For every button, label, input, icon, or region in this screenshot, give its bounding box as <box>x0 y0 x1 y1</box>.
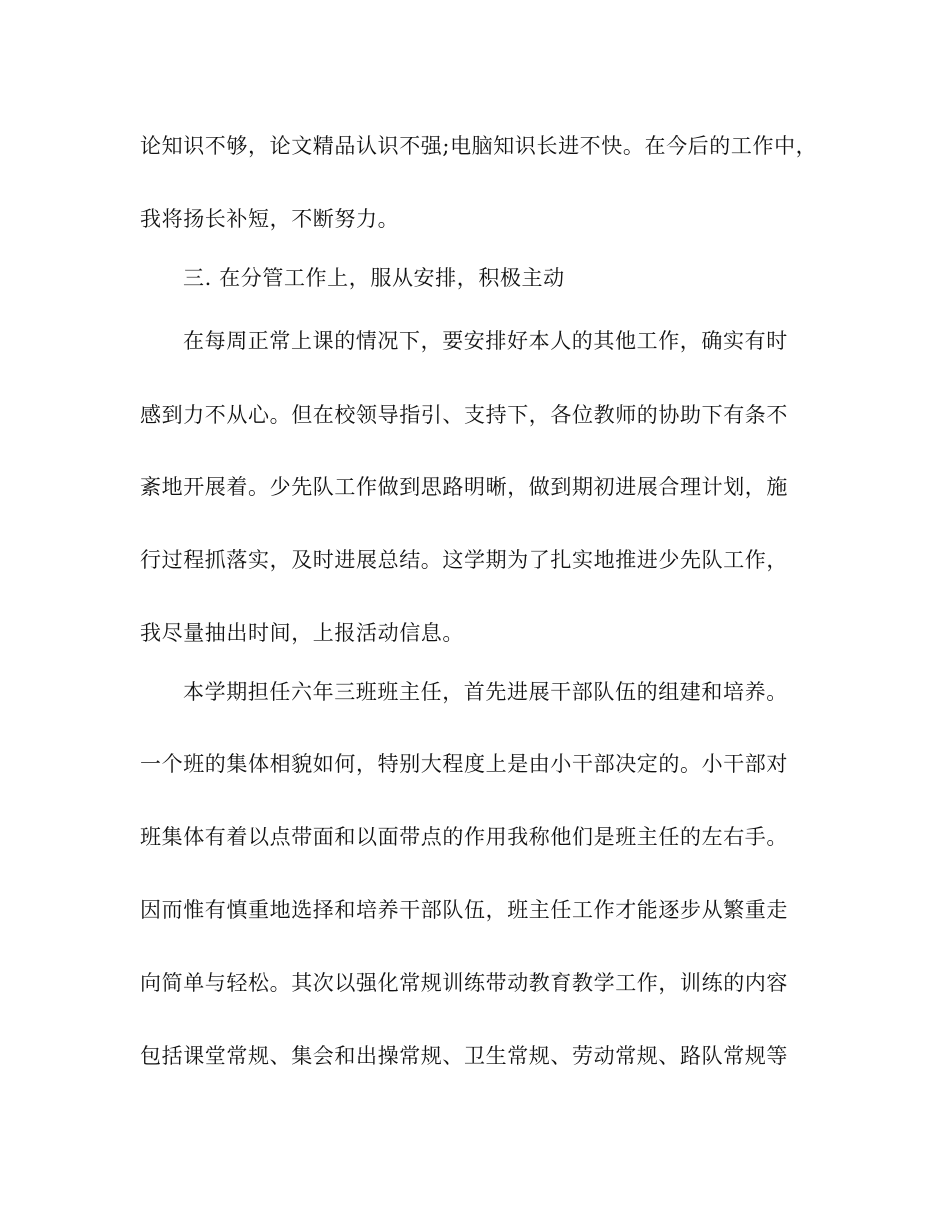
section-heading: 三. 在分管工作上，服从安排，积极主动 <box>183 266 565 290</box>
paragraph-line: 我尽量抽出时间，上报活动信息。 <box>140 621 464 645</box>
paragraph-line: 在每周正常上课的情况下，要安排好本人的其他工作，确实有时 <box>183 329 788 353</box>
paragraph-line: 因而惟有慎重地选择和培养干部队伍，班主任工作才能逐步从繁重走 <box>140 898 788 922</box>
paragraph-line: 行过程抓落实，及时进展总结。这学期为了扎实地推进少先队工作， <box>140 548 788 572</box>
paragraph-line: 包括课堂常规、集会和出操常规、卫生常规、劳动常规、路队常规等 <box>140 1044 788 1068</box>
text-line-continuation: 论知识不够，论文精品认识不强;电脑知识长进不快。在今后的工作中， <box>140 134 818 158</box>
paragraph-line: 向简单与轻松。其次以强化常规训练带动教育教学工作，训练的内容 <box>140 971 788 995</box>
paragraph-line: 紊地开展着。少先队工作做到思路明晰，做到期初进展合理计划，施 <box>140 475 788 499</box>
paragraph-line: 班集体有着以点带面和以面带点的作用我称他们是班主任的左右手。 <box>140 825 788 849</box>
paragraph-line: 本学期担任六年三班班主任，首先进展干部队伍的组建和培养。 <box>183 680 788 704</box>
paragraph-line: 一个班的集体相貌如何，特别大程度上是由小干部决定的。小干部对 <box>140 752 788 776</box>
paragraph-line: 感到力不从心。但在校领导指引、支持下，各位教师的协助下有条不 <box>140 403 788 427</box>
text-line-continuation: 我将扬长补短，不断努力。 <box>140 207 400 231</box>
